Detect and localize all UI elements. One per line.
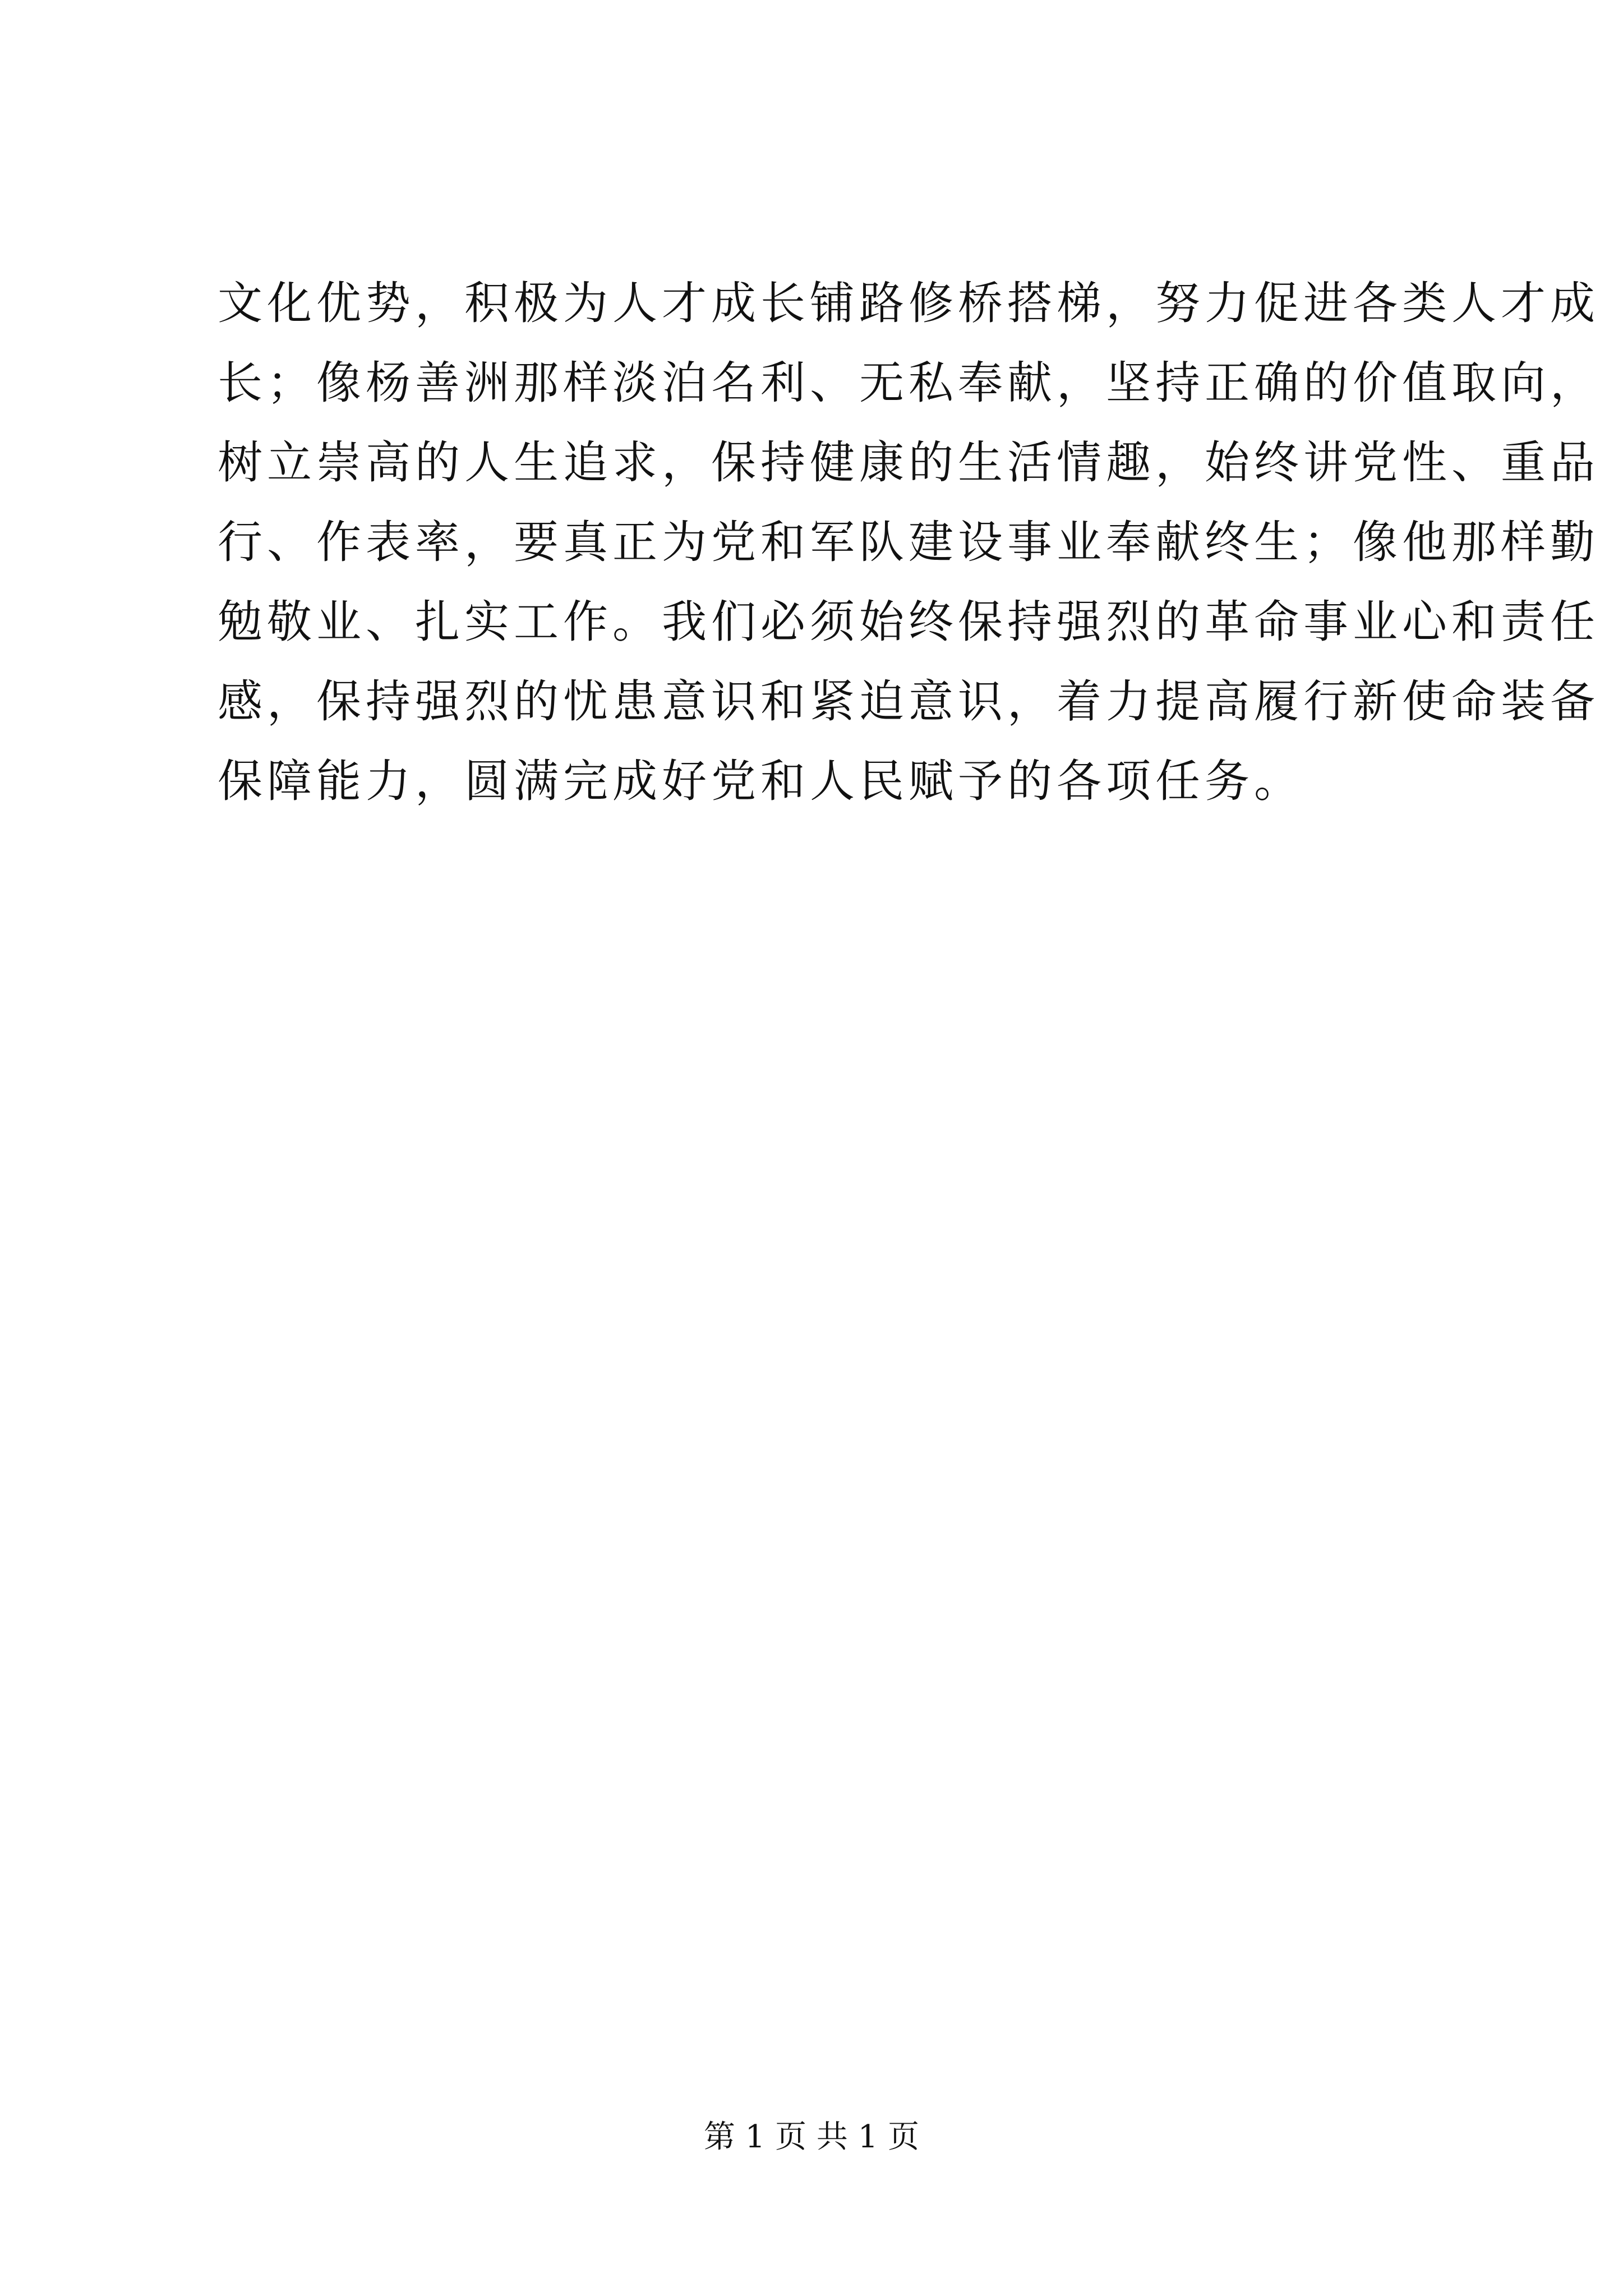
paragraph-line: 长；像杨善洲那样淡泊名利、无私奉献，坚持正确的价值取向， [218,357,1599,409]
paragraph-line: 保障能力，圆满完成好党和人民赋予的各项任务。 [218,755,1303,807]
page-number-footer: 第 1 页 共 1 页 [703,2119,920,2155]
paragraph-line: 文化优势，积极为人才成长铺路修桥搭梯，努力促进各类人才成 [218,277,1599,329]
paragraph-line: 树立崇高的人生追求，保持健康的生活情趣，始终讲党性、重品 [218,436,1599,489]
paragraph-line: 行、作表率，要真正为党和军队建设事业奉献终生；像他那样勤 [218,516,1599,568]
paragraph-line: 勉敬业、扎实工作。我们必须始终保持强烈的革命事业心和责任 [218,596,1599,648]
paragraph-line: 感，保持强烈的忧患意识和紧迫意识，着力提高履行新使命装备 [218,675,1599,728]
body-paragraph [218,264,1599,821]
